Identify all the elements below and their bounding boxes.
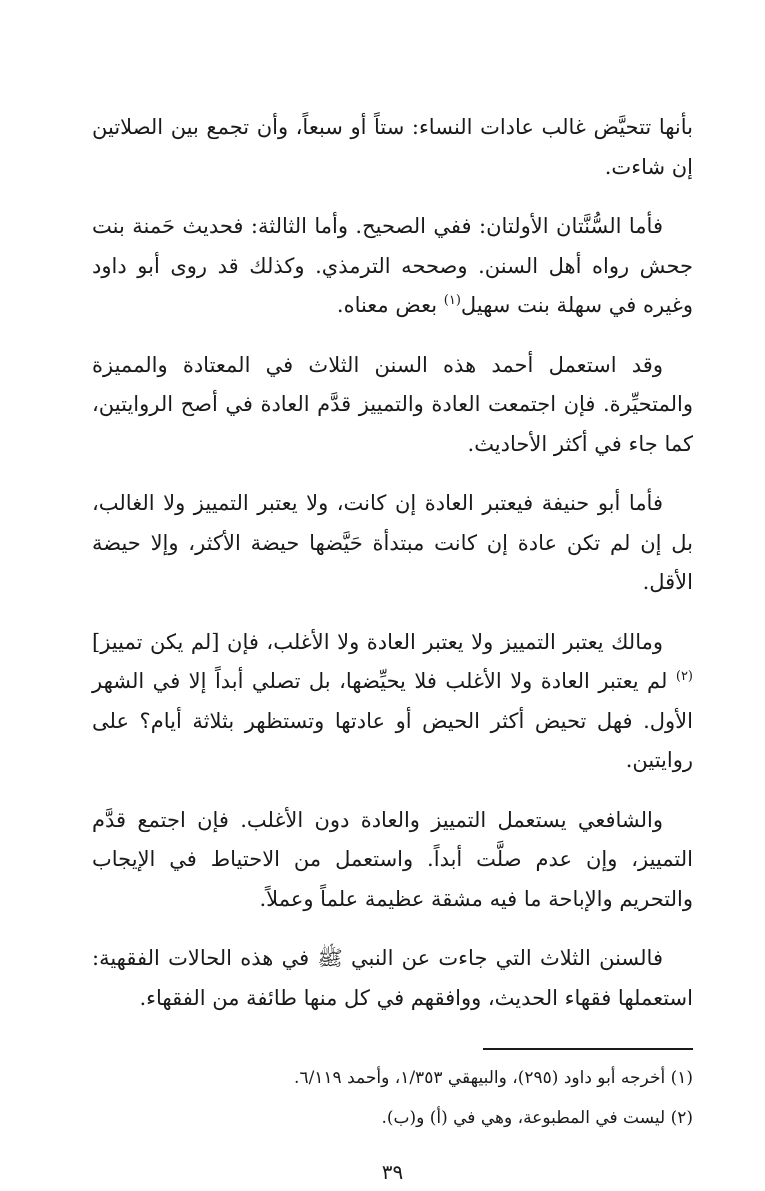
footnote-divider (483, 1048, 693, 1050)
footnotes (92, 1064, 693, 1132)
paragraph-3 (92, 346, 693, 465)
footnote-2: (٢) ليست في المطبوعة، وهي في (أ) و(ب). (381, 1108, 693, 1128)
paragraph-5 (92, 623, 693, 781)
paragraph-text: فأما السُّنَّتان الأولتان: ففي الصحيح. وأما الثالثة: فحديث حَمنة بنت جحش رواه أهل السنن. وصححه الترمذي. وكذلك قد روى أبو داود وغيره في سهلة بنت سهيل (92, 214, 693, 317)
page-number: ٣٩ (381, 1160, 404, 1184)
paragraph-text: بأنها تتحيَّض غالب عادات النساء: ستاً أو سبعاً، وأن تجمع بين الصلاتين إن شاءت. (92, 115, 693, 179)
paragraph-text: فالسنن الثلاث التي جاءت عن النبي ﷺ في هذه الحالات الفقهية: استعملها فقهاء الحديث، ووافقهم في كل منها طائفة من الفقهاء. (92, 946, 693, 1010)
footnote-marker-2[interactable]: (٢) (675, 669, 693, 684)
paragraph-text-continued: بعض معناه. (336, 293, 444, 317)
footnote-1: (١) أخرجه أبو داود (٢٩٥)، والبيهقي ١/٣٥٣، وأحمد ٦/١١٩. (294, 1068, 693, 1088)
paragraph-2 (92, 207, 693, 326)
paragraph-text: والشافعي يستعمل التمييز والعادة دون الأغلب. فإن اجتمع قدَّم التمييز، وإن عدم صلَّت أبداً. واستعمل من الاحتياط في الإيجاب والتحريم والإباحة ما فيه مشقة عظيمة علماً وعملاً. (92, 807, 693, 911)
paragraph-text: ومالك يعتبر التمييز ولا يعتبر العادة ولا الأغلب، فإن [لم يكن تمييز] (92, 629, 663, 654)
paragraph-text: فأما أبو حنيفة فيعتبر العادة إن كانت، ولا يعتبر التمييز ولا الغالب، بل إن لم تكن عادة إن كانت مبتدأة حَيَّضها حيضة الأكثر، وإلا حيضة الأقل. (92, 491, 693, 594)
paragraph-1 (92, 108, 693, 187)
paragraph-7 (92, 939, 693, 1018)
main-text (92, 108, 693, 1018)
paragraph-text: وقد استعمل أحمد هذه السنن الثلاث في المعتادة والمميزة والمتحيِّرة. فإن اجتمعت العادة والتمييز قدَّم العادة في أصح الروايتين، كما جاء في أكثر الأحاديث. (92, 352, 693, 456)
paragraph-6 (92, 801, 693, 920)
paragraph-4 (92, 484, 693, 603)
footnote-marker-1[interactable]: (١) (443, 293, 461, 308)
paragraph-text-continued: لم يعتبر العادة ولا الأغلب فلا يحيِّضها، بل تصلي أبداً إلا في الشهر الأول. فهل تحيض أكثر الحيض أو عادتها وتستظهر بثلاثة أيام؟ على روايتين. (92, 669, 693, 772)
